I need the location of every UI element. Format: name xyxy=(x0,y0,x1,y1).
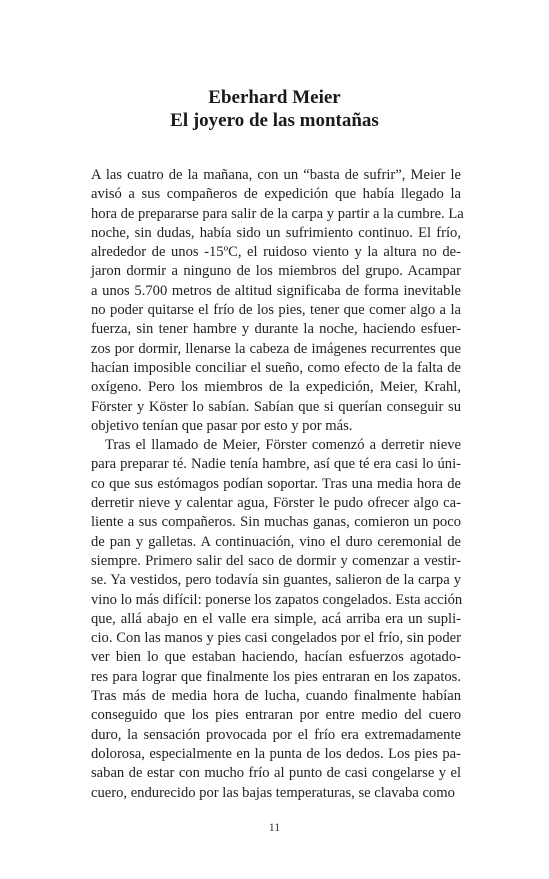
text-line: Tras más de media hora de lucha, cuando finalmente habían xyxy=(91,688,461,705)
text-line: noche, sin dudas, había sido un sufrimiento continuo. El frío, xyxy=(91,224,461,241)
text-line: duro, la sensación provocada por el frío era extremadamente xyxy=(91,726,461,743)
text-line: conseguido que los pies entraran por entre medio del cuero xyxy=(91,707,461,724)
text-line: siempre. Primero salir del saco de dormir y comenzar a vestir- xyxy=(91,552,461,569)
page-number: 11 xyxy=(268,820,281,834)
text-line: cio. Con las manos y pies casi congelados por el frío, sin poder xyxy=(91,630,461,647)
text-line: que, allá abajo en el valle era simple, acá arriba era un supli- xyxy=(91,610,461,627)
text-line: cuero, endurecido por las bajas temperaturas, se clavaba como xyxy=(91,784,455,801)
text-line: objetivo tenían que pasar por esto y por más. xyxy=(91,417,353,434)
text-line: hora de prepararse para salir de la carpa y partir a la cumbre. La xyxy=(91,205,464,222)
text-line: res para lograr que finalmente los pies entraran en los zapatos. xyxy=(91,668,461,685)
text-line: a unos 5.700 metros de altitud significaba de forma inevitable xyxy=(91,282,461,299)
text-line: ver bien lo que estaban haciendo, hacían esfuerzos agotado- xyxy=(91,649,461,666)
text-line: se. Ya vestidos, pero todavía sin guantes, salieron de la carpa y xyxy=(91,572,461,589)
text-line: hacían imposible conciliar el sueño, como efecto de la falta de xyxy=(91,359,461,376)
text-line: zos por dormir, llenarse la cabeza de imágenes recurrentes que xyxy=(91,340,461,357)
text-line: liente a sus compañeros. Sin muchas ganas, comieron un poco xyxy=(91,514,461,531)
text-line: avisó a sus compañeros de expedición que había llegado la xyxy=(91,186,461,203)
text-line: no poder quitarse el frío de los pies, tener que comer algo a la xyxy=(91,302,461,319)
chapter-title: El joyero de las montañas xyxy=(170,110,379,131)
text-line: alrededor de unos -15ºC, el ruidoso viento y la altura no de- xyxy=(91,244,461,261)
author-name: Eberhard Meier xyxy=(208,87,341,108)
text-line: saban de estar con mucho frío al punto de casi congelarse y el xyxy=(91,765,461,782)
text-line: de pan y galletas. A continuación, vino el duro ceremonial de xyxy=(91,533,461,550)
text-line: co que sus estómagos podían soportar. Tras una media hora de xyxy=(91,475,461,492)
chapter-header xyxy=(0,86,549,132)
text-line: dolorosa, especialmente en la punta de los dedos. Los pies pa- xyxy=(91,745,461,762)
text-line: A las cuatro de la mañana, con un “basta de sufrir”, Meier le xyxy=(91,167,461,183)
text-line: vino lo más difícil: ponerse los zapatos congelados. Esta acción xyxy=(91,591,463,608)
text-line: derretir nieve y calentar agua, Förster le pudo ofrecer algo ca- xyxy=(91,495,461,512)
text-line: Förster y Köster lo sabían. Sabían que si querían conseguir su xyxy=(91,398,461,415)
text-line: jaron dormir a ninguno de los miembros del grupo. Acampar xyxy=(91,263,461,280)
text-line: Tras el llamado de Meier, Förster comenzó a derretir nieve xyxy=(105,437,461,454)
body-text xyxy=(91,166,464,803)
text-line: fuerza, sin tener hambre y durante la noche, haciendo esfuer- xyxy=(91,321,461,338)
text-line: oxígeno. Pero los miembros de la expedición, Meier, Krahl, xyxy=(91,379,461,396)
text-line: para preparar té. Nadie tenía hambre, así que té era casi lo úni- xyxy=(91,456,461,473)
